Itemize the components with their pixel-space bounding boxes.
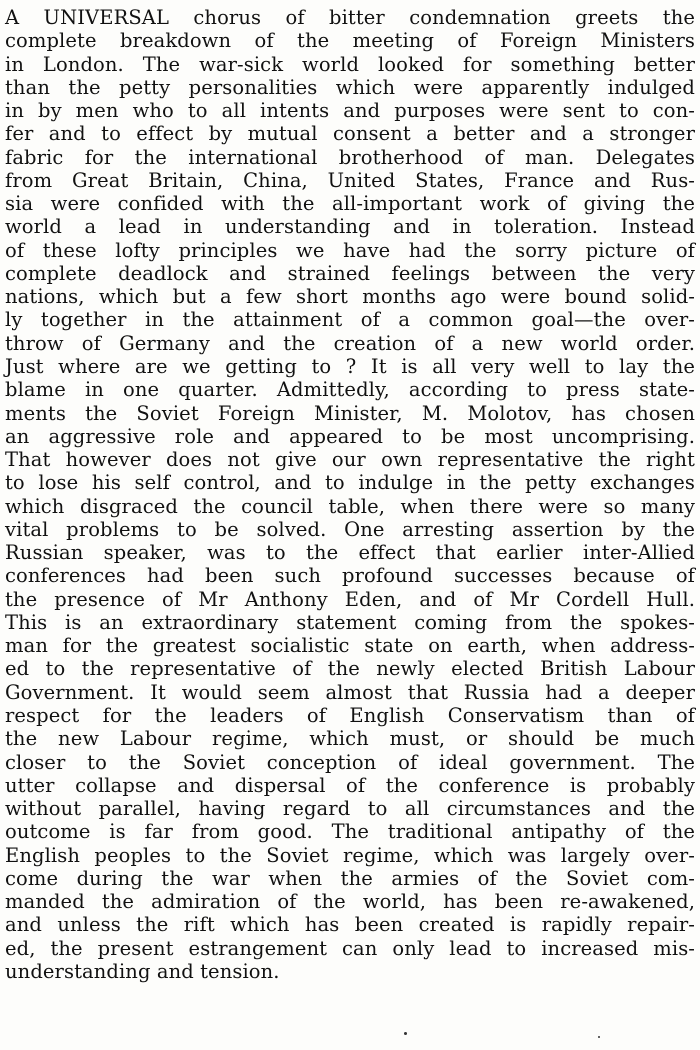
text-line: complete breakdown of the meeting of Foreign Ministers (5, 29, 695, 53)
text-line: ed, the present estrangement can only lead to increased mis- (5, 936, 695, 960)
text-line: the new Labour regime, which must, or should be much (5, 727, 695, 751)
text-line: English peoples to the Soviet regime, which was largely over- (5, 843, 695, 867)
text-line: fabric for the international brotherhood of man. Delegates (5, 145, 695, 169)
text-line: That however does not give our own representative the right (5, 448, 695, 472)
text-line: ed to the representative of the newly elected British Labour (5, 657, 695, 681)
text-line: This is an extraordinary statement coming from the spokes- (5, 610, 695, 634)
text-line: the presence of Mr Anthony Eden, and of Mr Cordell Hull. (5, 587, 695, 611)
text-line: understanding and tension. (5, 959, 280, 983)
text-line: blame in one quarter. Admittedly, according to press state- (5, 378, 695, 402)
text-line: without parallel, having regard to all circumstances and the (5, 797, 695, 821)
text-line: conferences had been such profound successes because of (5, 564, 695, 588)
text-line: ments the Soviet Foreign Minister, M. Molotov, has chosen (5, 401, 695, 425)
text-line: man for the greatest socialistic state on earth, when address- (5, 634, 695, 658)
print-speck (404, 1032, 407, 1035)
text-line: manded the admiration of the world, has been re-awakened, (5, 890, 695, 914)
text-line: in London. The war-sick world looked for something better (5, 52, 695, 76)
text-line: of these lofty principles we have had the sorry picture of (5, 238, 695, 262)
text-line: in by men who to all intents and purposes were sent to con- (5, 99, 695, 123)
text-line: come during the war when the armies of the Soviet com- (5, 866, 695, 890)
text-line: and unless the rift which has been created is rapidly repair- (5, 913, 695, 937)
print-speck (598, 1036, 600, 1038)
text-line: which disgraced the council table, when there were so many (5, 494, 695, 518)
text-line: throw of Germany and the creation of a new world order. (5, 331, 695, 355)
text-line: Government. It would seem almost that Russia had a deeper (5, 680, 695, 704)
text-line: complete deadlock and strained feelings between the very (5, 261, 695, 285)
text-line: closer to the Soviet conception of ideal government. The (5, 750, 695, 774)
text-line: fer and to effect by mutual consent a better and a stronger (5, 122, 695, 146)
text-line: world a lead in understanding and in toleration. Instead (5, 215, 695, 239)
text-line: ly together in the attainment of a common goal—the over- (5, 308, 695, 332)
text-line: outcome is far from good. The traditional antipathy of the (5, 820, 695, 844)
text-line: Just where are we getting to ? It is all very well to lay the (5, 354, 695, 378)
article-body (5, 6, 695, 983)
text-line: Russian speaker, was to the effect that earlier inter-Allied (5, 541, 695, 565)
text-line: A UNIVERSAL chorus of bitter condemnation greets the (5, 6, 695, 29)
text-line: from Great Britain, China, United States, France and Rus- (5, 168, 695, 192)
text-line: vital problems to be solved. One arresting assertion by the (5, 517, 695, 541)
text-line: an aggressive role and appeared to be most uncomprising. (5, 424, 695, 448)
text-line: nations, which but a few short months ago were bound solid- (5, 285, 695, 309)
text-line: than the petty personalities which were apparently indulged (5, 75, 695, 99)
text-line: sia were confided with the all-important work of giving the (5, 192, 695, 216)
text-line: to lose his self control, and to indulge in the petty exchanges (5, 471, 695, 495)
text-line: utter collapse and dispersal of the conference is probably (5, 773, 695, 797)
text-line: respect for the leaders of English Conservatism than of (5, 703, 695, 727)
